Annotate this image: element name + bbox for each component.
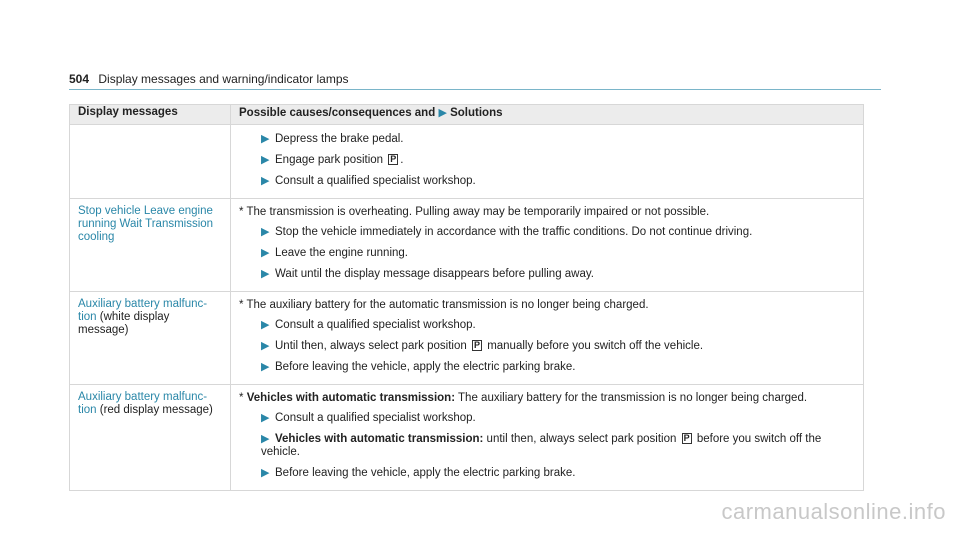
- step-text-end: before you switch off the vehicle.: [261, 433, 822, 458]
- step-text: Wait until the display message disappears before pulling away.: [275, 268, 594, 280]
- solutions-cell: [231, 292, 864, 385]
- solutions-cell: [231, 385, 864, 491]
- message-cell: [70, 292, 231, 385]
- display-messages-table: [69, 104, 864, 491]
- col-header-causes-label: Possible causes/consequences and: [239, 107, 436, 119]
- arrow-right-icon: ▶: [261, 133, 270, 145]
- park-position-icon: P: [473, 340, 480, 350]
- step-text: Consult a qualified specialist workshop.: [275, 412, 476, 424]
- arrow-right-icon: ▶: [261, 226, 270, 238]
- solution-step: [239, 315, 855, 336]
- table-row: [70, 199, 864, 292]
- cause-star: *: [239, 392, 244, 404]
- message-link[interactable]: Auxiliary battery malfunc-tion: [78, 298, 208, 323]
- step-text-end: .: [400, 154, 404, 166]
- step-text: Consult a qualified specialist workshop.: [275, 175, 476, 187]
- message-note: (white display message): [78, 311, 170, 336]
- solution-step: [239, 150, 855, 171]
- arrow-right-icon: ▶: [261, 154, 270, 166]
- message-cell-empty: [70, 125, 231, 199]
- step-text: Engage park position: [275, 154, 384, 166]
- step-text: Before leaving the vehicle, apply the electric parking brake.: [275, 467, 576, 479]
- step-bold: Vehicles with automatic transmission:: [275, 433, 484, 445]
- solution-step: [239, 243, 855, 264]
- step-text: Consult a qualified specialist workshop.: [275, 319, 476, 331]
- step-text: Stop the vehicle immediately in accordance with the traffic conditions. Do not continue driving.: [275, 226, 753, 238]
- table-row: [70, 125, 864, 199]
- solution-step: [239, 463, 855, 484]
- arrow-right-icon: ▶: [261, 319, 270, 331]
- arrow-right-icon: ▶: [261, 268, 270, 280]
- arrow-right-icon: ▶: [261, 433, 270, 445]
- solution-step: [239, 222, 855, 243]
- park-position-icon: P: [390, 154, 397, 164]
- message-link[interactable]: Stop vehicle Leave engine running Wait Transmission cooling: [78, 205, 214, 243]
- col-header-solutions-label: Solutions: [450, 107, 503, 119]
- cause-text: * The transmission is overheating. Pulling away may be temporarily impaired or not possible.: [239, 206, 710, 218]
- solution-step: [239, 129, 855, 150]
- table-row: [70, 385, 864, 491]
- solution-step: [239, 429, 855, 463]
- step-text: Depress the brake pedal.: [275, 133, 404, 145]
- solutions-cell: [231, 125, 864, 199]
- solution-step: [239, 336, 855, 357]
- step-text: Before leaving the vehicle, apply the electric parking brake.: [275, 361, 576, 373]
- cause-bold: Vehicles with automatic transmission:: [246, 392, 456, 404]
- arrow-right-icon: ▶: [261, 467, 270, 479]
- solution-step: [239, 408, 855, 429]
- arrow-right-icon: ▶: [261, 247, 270, 259]
- step-text: until then, always select park position: [486, 433, 677, 445]
- solution-step: [239, 264, 855, 285]
- col-header-causes: [231, 105, 864, 125]
- park-position-icon: P: [683, 433, 690, 443]
- col-header-display-messages: Display messages: [70, 105, 231, 125]
- step-text: Until then, always select park position: [275, 340, 467, 352]
- watermark: carmanualsonline.info: [721, 499, 946, 524]
- page-number: 504: [69, 72, 90, 86]
- arrow-right-icon: ▶: [261, 340, 270, 352]
- step-text: Leave the engine running.: [275, 247, 408, 259]
- table-row: [70, 292, 864, 385]
- cause-rest: The auxiliary battery for the transmission is no longer being charged.: [458, 392, 808, 404]
- page-header: [69, 72, 881, 90]
- cause-text: [239, 389, 855, 408]
- arrow-right-icon: ▶: [261, 361, 270, 373]
- step-text-end: manually before you switch off the vehicle.: [487, 340, 704, 352]
- message-link[interactable]: Auxiliary battery malfunc-tion: [78, 391, 208, 416]
- solution-step: [239, 171, 855, 192]
- message-cell: [70, 385, 231, 491]
- arrow-right-icon: ▶: [261, 175, 270, 187]
- arrow-right-icon: ▶: [261, 412, 270, 424]
- message-cell: [70, 199, 231, 292]
- page-title: Display messages and warning/indicator lamps: [98, 72, 349, 86]
- solutions-cell: [231, 199, 864, 292]
- cause-text: * The auxiliary battery for the automatic transmission is no longer being charged.: [239, 299, 649, 311]
- table-header-row: [70, 105, 864, 125]
- arrow-right-icon: ▶: [438, 107, 447, 119]
- solution-step: [239, 357, 855, 378]
- message-note: (red display message): [99, 404, 213, 416]
